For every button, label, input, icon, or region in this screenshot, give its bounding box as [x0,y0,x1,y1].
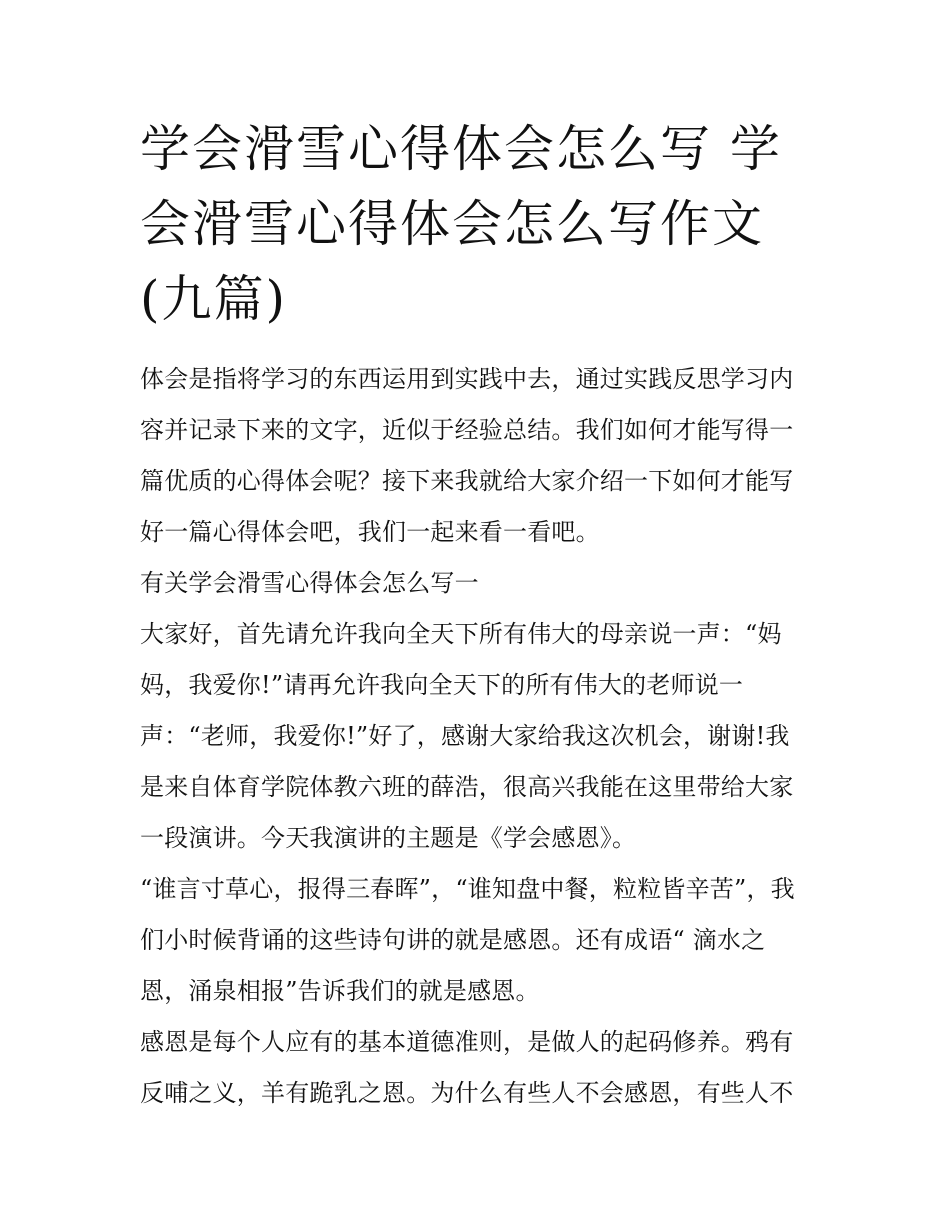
paragraph-line: 反哺之义，羊有跪乳之恩。为什么有些人不会感恩，有些人不 [140,1079,794,1107]
paragraph-line: 恩，涌泉相报”告诉我们的就是感恩。 [140,977,540,1005]
paragraph-line: “谁言寸草心，报得三春晖”，“谁知盘中餐，粒粒皆辛苦”，我 [140,875,795,903]
paragraph-line: 篇优质的心得体会呢？接下来我就给大家介绍一下如何才能写 [140,467,794,495]
paragraph-line: 妈，我爱你!”请再允许我向全天下的所有伟大的老师说一 [140,671,744,699]
paragraph-line: 容并记录下来的文字，近似于经验总结。我们如何才能写得一 [140,416,794,444]
document-title: 学会滑雪心得体会怎么写 学会滑雪心得体会怎么写作文(九篇) [140,120,782,328]
paragraph-line: 们小时候背诵的这些诗句讲的就是感恩。还有成语“ 滴水之 [140,926,766,954]
section-heading: 有关学会滑雪心得体会怎么写一 [140,569,479,597]
paragraph-line: 好一篇心得体会吧，我们一起来看一看吧。 [140,518,600,546]
document-body [140,354,820,1119]
paragraph-line: 一段演讲。今天我演讲的主题是《学会感恩》。 [140,824,637,852]
paragraph-line: 感恩是每个人应有的基本道德准则，是做人的起码修养。鸦有 [140,1028,794,1056]
paragraph-line: 体会是指将学习的东西运用到实践中去，通过实践反思学习内 [140,365,794,393]
paragraph-line: 声：“老师，我爱你!”好了，感谢大家给我这次机会，谢谢!我 [140,722,790,750]
paragraph-line: 大家好，首先请允许我向全天下所有伟大的母亲说一声：“妈 [140,620,782,648]
paragraph-line: 是来自体育学院体教六班的薛浩，很高兴我能在这里带给大家 [140,773,794,801]
